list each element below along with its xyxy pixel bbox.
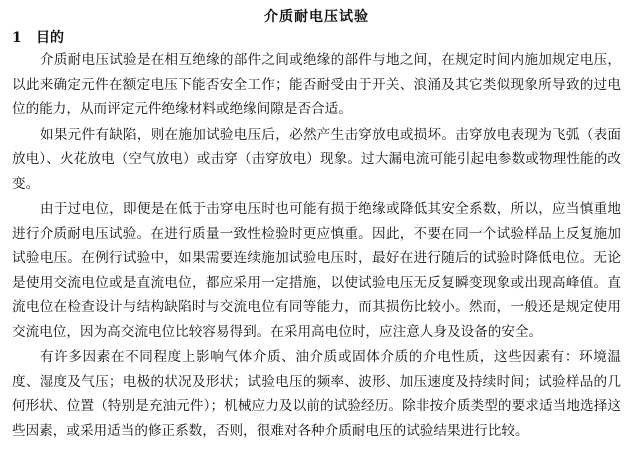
paragraph-defects: 如果元件有缺陷，则在施加试验电压后，必然产生击穿放电或损坏。击穿放电表现为飞弧（表面放电）、火花放电（空气放电）或击穿（击穿放电）现象。过大漏电流可能引起电参数或物理性能的改变。 (12, 126, 621, 192)
paragraph-purpose: 介质耐电压试验是在相互绝缘的部件之间或绝缘的部件与地之间，在规定时间内施加规定电压，以此来确定元件在额定电压下能否安全工作；能否耐受由于开关、浪涌及其它类似现象所导致的过电位的能力，从而评定元件绝缘材料或绝缘间隙是否合适。 (12, 52, 621, 117)
paragraph-overvoltage: 由于过电位，即便是在低于击穿电压时也可能有损于绝缘或降低其安全系数，所以，应当慎重地进行介质耐电压试验。在进行质量一致性检验时更应慎重。因此，不要在同一个试验样品上反复施加试验电压。在例行试验中，如果需要连续施加试验电压时，最好在进行随后的试验时降低电位。无论是使用交流电位或是直流电位，都应采用一定措施，以使试验电压无反复瞬变现象或出现高峰值。直流电位在检查设计与结构缺陷时与交流电位有同等能力，而其损伤比较小。然而，一般还是规定使用交流电位，因为高交流电位比较容易得到。在采用高电位时，应注意人身及设备的安全。 (12, 201, 621, 340)
section-number: 1 (12, 30, 22, 46)
document-title: 介质耐电压试验 (264, 9, 369, 25)
paragraph-factors: 有许多因素在不同程度上影响气体介质、油介质或固体介质的介电性质，这些因素有：环境温度、湿度及气压；电极的状况及形状；试验电压的频率、波形、加压速度及持续时间；试验样品的几何形状、位置（特别是充油元件）；机械应力及以前的试验经历。除非按介质类型的要求适当地选择这些因素，或采用适当的修正系数，否则，很难对各种介质耐电压的试验结果进行比较。 (12, 349, 621, 439)
section-title: 目的 (36, 30, 64, 46)
section-heading (12, 29, 621, 47)
